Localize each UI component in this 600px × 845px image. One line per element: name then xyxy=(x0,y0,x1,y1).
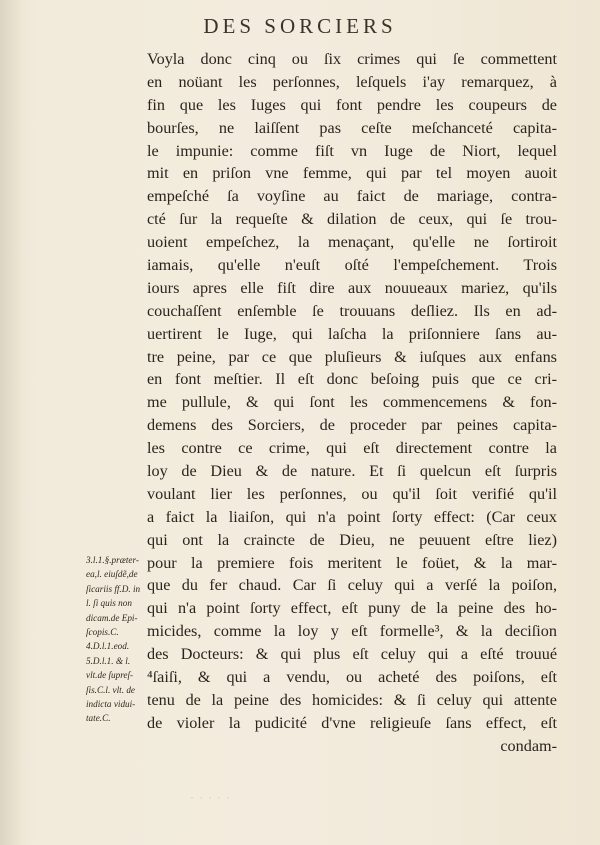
text-line: a faict la liaiſon, qui n'a point ſorty effect: (Car ceux xyxy=(147,507,557,526)
text-line: les contre ce crime, qui eſt directement contre la xyxy=(147,439,557,458)
text-line: empeſché ſa voyſine au faict de mariage, contra- xyxy=(147,187,557,206)
text-line: iamais, qu'elle n'euſt oſté l'empeſchement. Trois xyxy=(147,256,557,275)
text-line: que du fer chaud. Car ſi celuy qui a verſé la poiſon, xyxy=(147,576,557,595)
gutter-shadow xyxy=(0,0,22,845)
text-line: loy de Dieu & de nature. Et ſi quelcun eſt ſurpris xyxy=(147,462,557,481)
margin-note-line: l. ſi quis non xyxy=(86,598,132,609)
margin-note-line: indicta vidui- xyxy=(86,698,136,709)
text-line: Voyla donc cinq ou ſix crimes qui ſe commettent xyxy=(147,50,557,68)
margin-notes xyxy=(86,553,150,726)
margin-note-line: vlt.de ſupreſ- xyxy=(86,670,134,681)
text-line: tre peine, par ce que pluſieurs & iuſques aux enfans xyxy=(147,347,557,366)
text-line: uoient empeſchez, la menaçant, qu'elle ne ſortiroit xyxy=(147,233,557,252)
text-line: en font meſtier. Il eſt donc beſoing puis que ce cri- xyxy=(147,370,557,389)
text-line: fin que les Iuges qui font pendre les coupeurs de xyxy=(147,95,557,114)
margin-note-line: 5.D.l.1. & l. xyxy=(86,655,131,666)
text-line: de violer la pudicité d'vne religieuſe ſans effect, eſt xyxy=(147,713,557,732)
text-line: en noüant les perſonnes, leſquels i'ay remarquez, à xyxy=(147,72,557,91)
text-line: cté ſur la requeſte & dilation de ceux, qui ſe trou- xyxy=(147,210,557,229)
bleed-through-text: · · · · · xyxy=(190,791,231,805)
text-line: des Docteurs: & qui plus eſt celuy qui a eſté trouué xyxy=(147,645,557,664)
margin-note-line: ea,l. eiuſdẽ,de xyxy=(86,569,138,580)
text-line: le impunie: comme fiſt vn Iuge de Niort, lequel xyxy=(147,141,557,160)
text-line: qui n'a point ſorty effect, eſt puny de la peine des ho- xyxy=(147,599,557,618)
text-line: qui ont la craincte de Dieu, ne peuuent eſtre liez) xyxy=(147,530,557,549)
margin-note-line: tate.C. xyxy=(86,713,111,724)
text-line: voulant lier les perſonnes, ou qu'il ſoit verifié qu'il xyxy=(147,484,557,503)
text-line: micides, comme la loy y eſt formelle³, & la deciſion xyxy=(147,622,557,641)
margin-note-line: ſis.C.l. vlt. de xyxy=(86,684,135,695)
text-line: ⁴ſaiſi, & qui a vendu, ou acheté des poiſons, eſt xyxy=(147,668,557,687)
text-line: couchaſſent enſemble ſe trouuans deſliez. Ils en ad- xyxy=(147,301,557,320)
margin-note-line: 4.D.l.1.eod. xyxy=(86,641,130,652)
text-line: condam- xyxy=(500,736,557,755)
text-line: tenu de la peine des homicides: & ſi celuy qui attente xyxy=(147,690,557,709)
margin-note-line: ſicariis ff.D. in xyxy=(86,583,141,594)
text-line: me pullule, & qui ſont les commencemens & fon- xyxy=(147,393,557,412)
text-line: uertirent le Iuge, qui laſcha la priſonniere ſans au- xyxy=(147,324,557,343)
margin-note-line: ſcopis.C. xyxy=(86,626,119,637)
margin-note-line: 3.l.1.§.præter- xyxy=(86,555,139,565)
text-line: pour la premiere fois meritent le foüet, & la mar- xyxy=(147,553,557,572)
text-line: bourſes, ne laiſſent pas ceſte meſchanceté capita- xyxy=(147,118,557,137)
running-head: DES SORCIERS xyxy=(203,14,397,38)
text-line: demens des Sorciers, de proceder par peines capita- xyxy=(147,416,557,435)
text-line: mit en priſon vne femme, qui par tel moyen auoit xyxy=(147,164,557,183)
margin-note-line: dicam.de Epi- xyxy=(86,612,138,623)
text-line: iours apres elle fiſt dire aux nouueaux mariez, qu'ils xyxy=(147,278,557,297)
main-text-block xyxy=(147,48,557,758)
